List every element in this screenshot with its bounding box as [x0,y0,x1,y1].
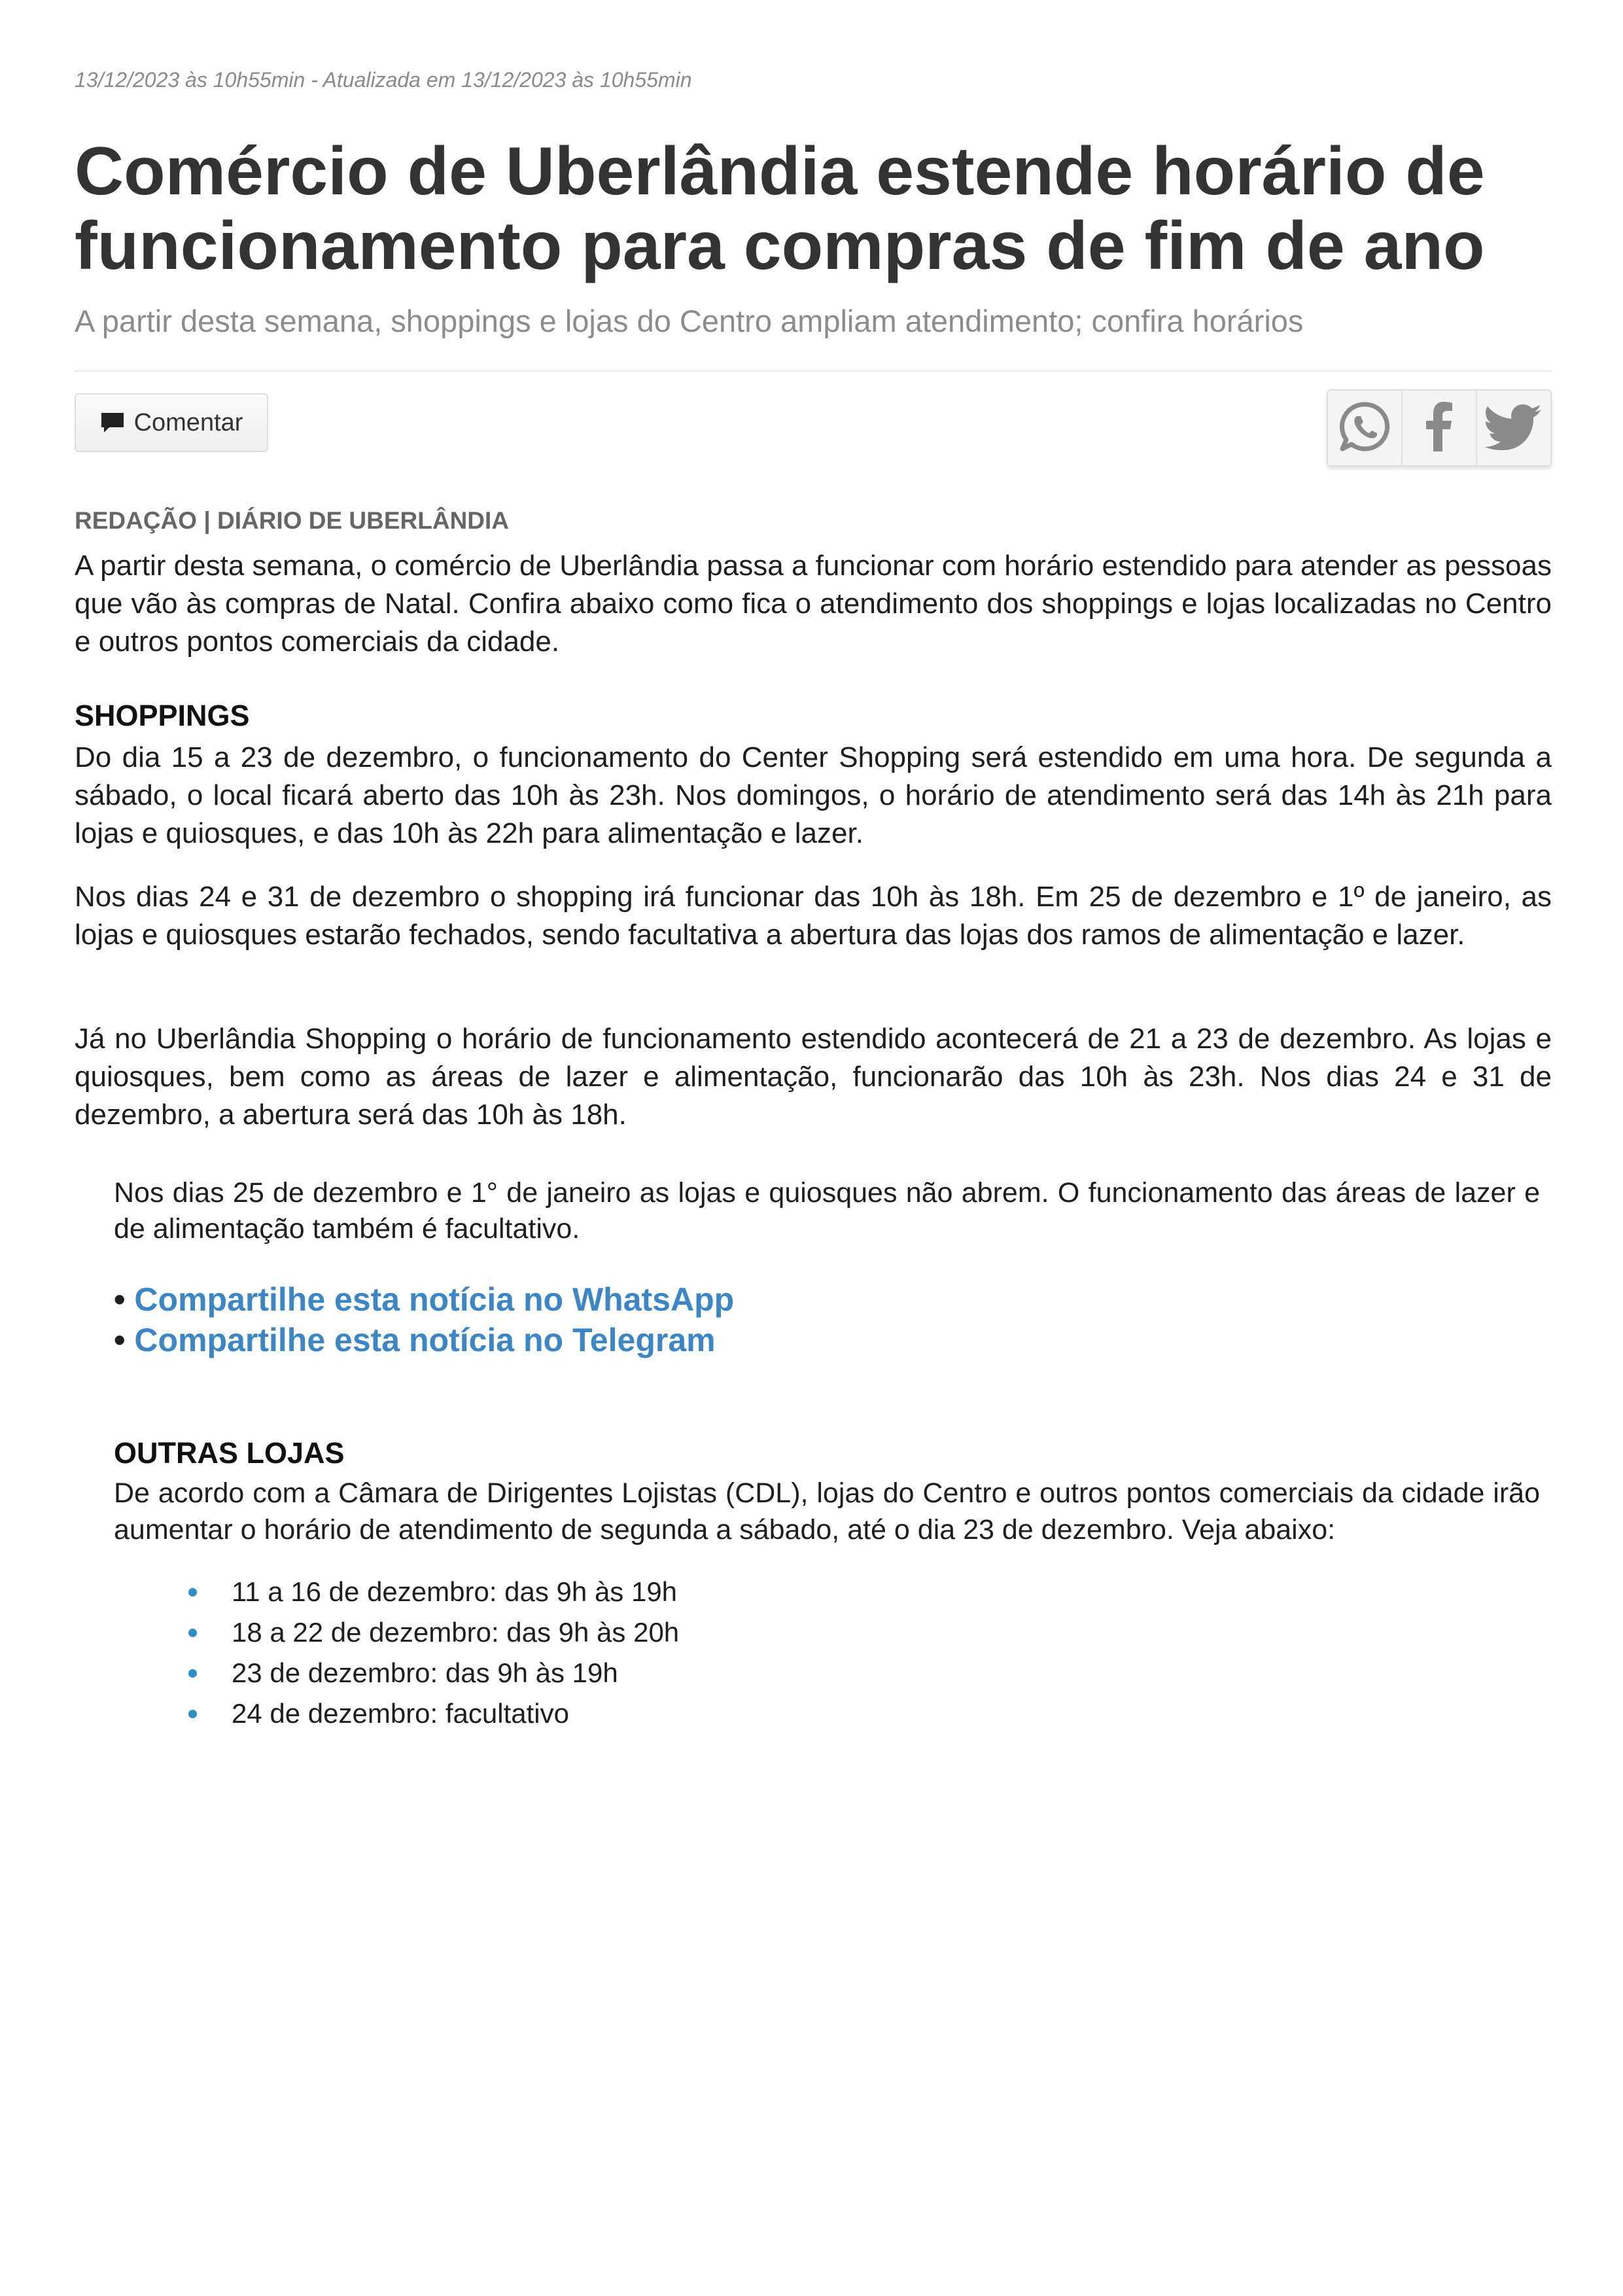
speech-bubble-icon [100,412,125,434]
list-item: 24 de dezembro: facultativo [232,1693,679,1734]
comment-button[interactable] [75,393,268,452]
shoppings-heading: SHOPPINGS [75,699,250,732]
twitter-icon [1485,403,1543,453]
share-link-telegram-row [114,1320,734,1360]
share-whatsapp-button[interactable] [1328,391,1403,465]
intro-paragraph: A partir desta semana, o comércio de Uberlândia passa a funcionar com horário estendido para atender as pessoas que vão às compras de Natal. Confira abaixo como fica o atendimento dos shoppings e lojas localizadas no Centro e outros pontos comerciais da cidade. [75,550,1552,658]
list-item: 23 de dezembro: das 9h às 19h [232,1653,679,1693]
share-links [114,1279,734,1360]
hours-list [232,1572,679,1734]
shoppings-paragraph-4: Nos dias 25 de dezembro e 1° de janeiro as lojas e quiosques não abrem. O funcionamento das áreas de lazer e de alimentação também é facultativo. [114,1177,1540,1245]
article-subtitle: A partir desta semana, shoppings e lojas do Centro ampliam atendimento; confira horários [75,304,1304,338]
comment-button-label: Comentar [133,408,243,436]
article-byline: REDAÇÃO | DIÁRIO DE UBERLÂNDIA [75,507,510,534]
list-item: 11 a 16 de dezembro: das 9h às 19h [232,1572,679,1612]
outras-lojas-paragraph: De acordo com a Câmara de Dirigentes Lojistas (CDL), lojas do Centro e outros pontos comerciais da cidade irão aumentar o horário de atendimento de segunda a sábado, até o dia 23 de dezembro. Veja abaixo: [114,1477,1540,1545]
header-divider [75,370,1552,372]
share-link-whatsapp-row [114,1279,734,1320]
share-facebook-button[interactable] [1403,391,1477,465]
share-link-whatsapp[interactable]: Compartilhe esta notícia no WhatsApp [134,1281,735,1318]
share-link-telegram[interactable]: Compartilhe esta notícia no Telegram [134,1322,716,1358]
facebook-icon [1423,399,1456,457]
article-timestamp: 13/12/2023 às 10h55min - Atualizada em 13/12/2023 às 10h55min [75,68,692,92]
share-buttons [1327,389,1552,467]
whatsapp-icon [1337,399,1392,457]
outras-lojas-heading: OUTRAS LOJAS [114,1436,345,1470]
article-headline: Comércio de Uberlândia estende horário de funcionamento para compras de fim de ano [75,133,1485,284]
bullet: • [114,1322,126,1358]
shoppings-paragraph-3: Já no Uberlândia Shopping o horário de funcionamento estendido acontecerá de 21 a 23 de dezembro. As lojas e quiosques, bem como as áreas de lazer e alimentação, funcionarão das 10h às 23h. Nos dias 24 e 31 de dezembro, a abertura será das 10h às 18h. [75,1023,1552,1131]
shoppings-paragraph-2: Nos dias 24 e 31 de dezembro o shopping irá funcionar das 10h às 18h. Em 25 de dezembro e 1º de janeiro, as lojas e quiosques estarão fechados, sendo facultativa a abertura das lojas dos ramos de alimentação e lazer. [75,881,1552,951]
list-item: 18 a 22 de dezembro: das 9h às 20h [232,1612,679,1653]
shoppings-paragraph-1: Do dia 15 a 23 de dezembro, o funcionamento do Center Shopping será estendido em uma hora. De segunda a sábado, o local ficará aberto das 10h às 23h. Nos domingos, o horário de atendimento será das 14h às 21h para lojas e quiosques, e das 10h às 22h para alimentação e lazer. [75,741,1552,849]
share-twitter-button[interactable] [1477,391,1550,465]
bullet: • [114,1281,126,1318]
